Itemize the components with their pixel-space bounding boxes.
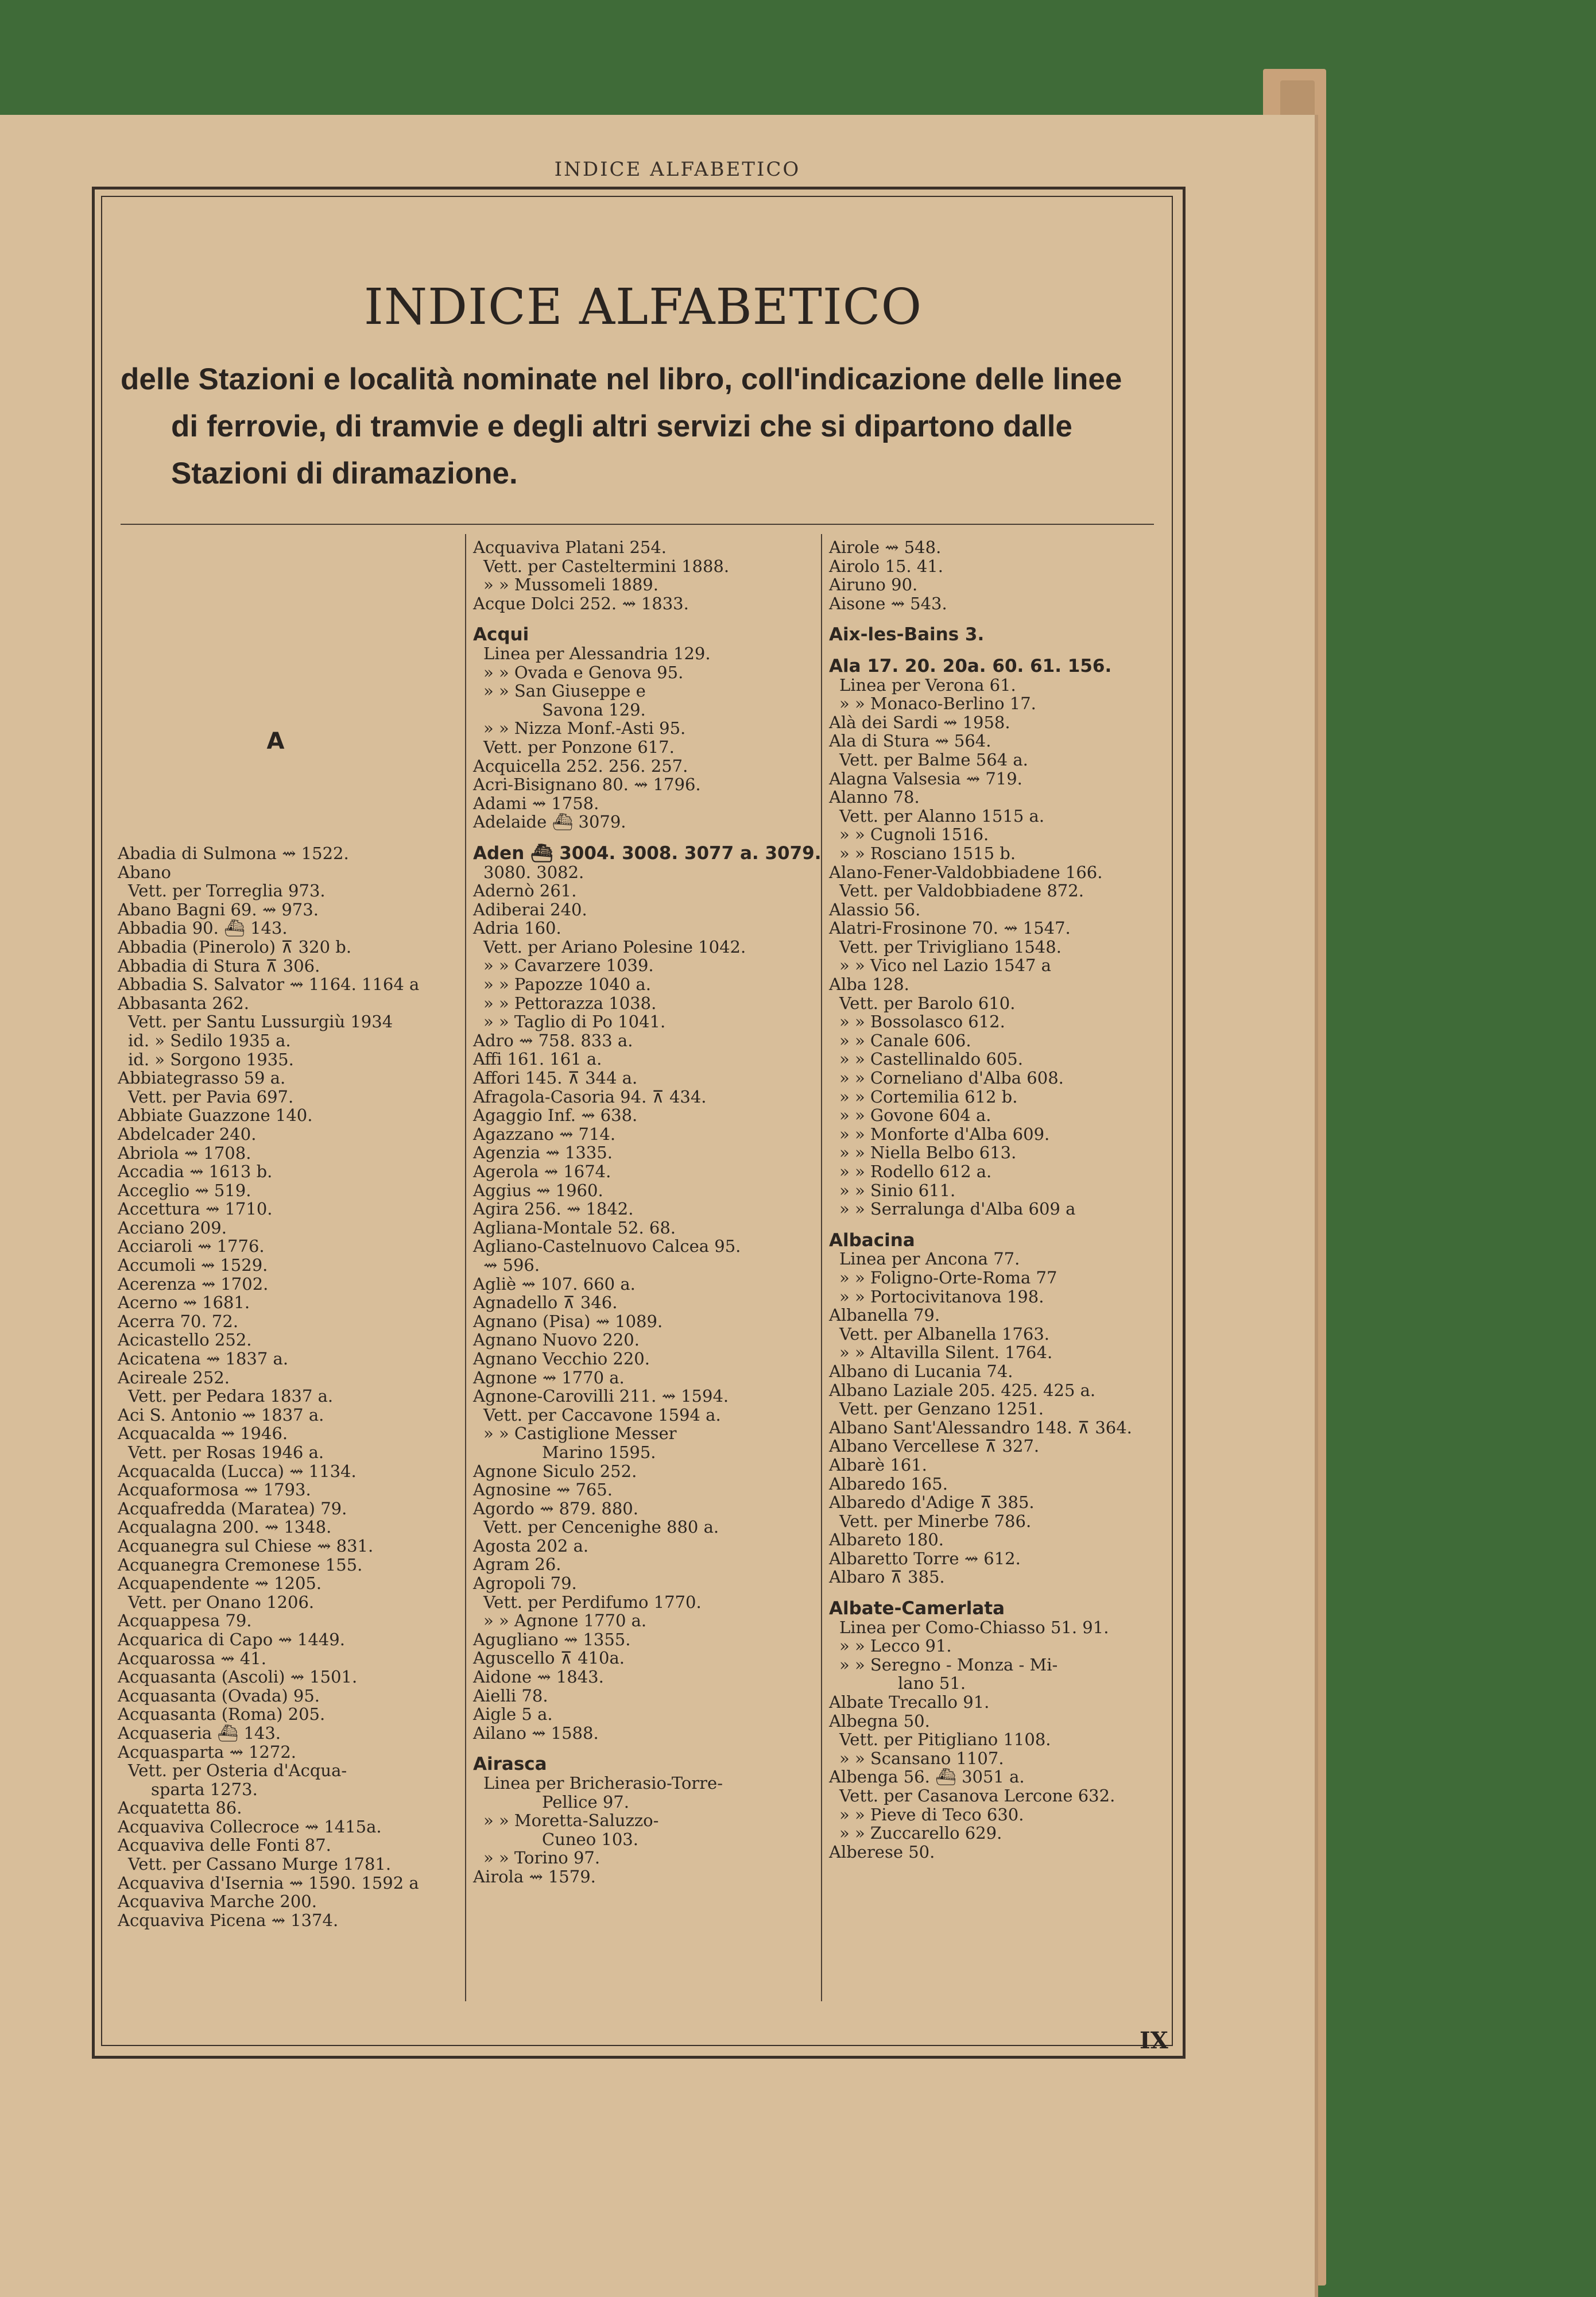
- index-entry: Abbasanta 262.: [118, 993, 249, 1013]
- index-entry: Vett. per Alanno 1515 a.: [839, 806, 1045, 826]
- index-entry: Adernò 261.: [473, 881, 577, 901]
- index-entry: Albegna 50.: [829, 1711, 930, 1731]
- index-entry: » » Pieve di Teco 630.: [839, 1804, 1024, 1824]
- index-entry: Abbiate Guazzone 140.: [118, 1105, 313, 1126]
- section-letter: A: [266, 728, 285, 755]
- index-entry: Albano di Lucania 74.: [829, 1361, 1013, 1381]
- index-entry: Acri-Bisignano 80. ⇝ 1796.: [473, 775, 701, 795]
- index-entry: Vett. per Pavia 697.: [128, 1086, 294, 1107]
- index-entry: Affori 145. ⊼ 344 a.: [473, 1068, 638, 1088]
- index-entry: Vett. per Onano 1206.: [128, 1592, 315, 1612]
- index-column-3: [829, 538, 1173, 1861]
- entry-gap: [473, 613, 823, 625]
- junction-heading: Acqui: [473, 624, 529, 645]
- index-entry: Albaredo d'Adige ⊼ 385.: [829, 1492, 1035, 1513]
- index-entry: Vett. per Osteria d'Acqua-: [128, 1761, 347, 1781]
- index-entry: Acquaviva d'Isernia ⇝ 1590. 1592 a: [118, 1873, 419, 1893]
- index-entry: Abano: [118, 862, 171, 882]
- index-entry: Alba 128.: [829, 975, 909, 995]
- index-entry: Vett. per Balme 564 a.: [839, 749, 1028, 769]
- index-entry: Acquasparta ⇝ 1272.: [118, 1742, 297, 1762]
- index-entry: Albaretto Torre ⇝ 612.: [829, 1548, 1021, 1568]
- index-entry: Albaredo 165.: [829, 1474, 948, 1494]
- index-entry: » » Seregno - Monza - Mi-: [839, 1654, 1058, 1675]
- index-entry: Vett. per Perdifumo 1770.: [483, 1592, 702, 1612]
- index-entry: Savona 129.: [542, 699, 646, 720]
- index-entry: Albano Sant'Alessandro 148. ⊼ 364.: [829, 1417, 1132, 1437]
- junction-heading: Airasca: [473, 1754, 547, 1775]
- index-entry: Agnosine ⇝ 765.: [473, 1480, 613, 1500]
- index-entry: Vett. per Ariano Polesine 1042.: [483, 937, 746, 957]
- index-entry: Agazzano ⇝ 714.: [473, 1124, 616, 1144]
- subtitle-line: Stazioni di diramazione.: [171, 457, 518, 490]
- index-entry: » » Pettorazza 1038.: [483, 993, 657, 1013]
- index-entry: Abbiategrasso 59 a.: [118, 1068, 286, 1088]
- column-divider: [465, 534, 466, 2001]
- index-entry: id. » Sedilo 1935 a.: [128, 1030, 291, 1050]
- index-entry: Agram 26.: [473, 1554, 561, 1575]
- index-entry: Adiberai 240.: [473, 899, 587, 919]
- index-entry: Acquicella 252. 256. 257.: [473, 756, 688, 776]
- index-entry: Alano-Fener-Valdobbiadene 166.: [829, 862, 1103, 882]
- index-entry: Afragola-Casoria 94. ⊼ 434.: [473, 1086, 707, 1107]
- index-entry: Acquaviva Marche 200.: [118, 1892, 317, 1912]
- index-entry: Acquaviva Picena ⇝ 1374.: [118, 1910, 339, 1930]
- entry-gap: [473, 1742, 823, 1755]
- index-entry: » » Taglio di Po 1041.: [483, 1012, 666, 1032]
- index-entry: » » Portocivitanova 198.: [839, 1286, 1044, 1306]
- index-entry: Alberese 50.: [829, 1842, 935, 1862]
- index-entry: Vett. per Trivigliano 1548.: [839, 937, 1062, 957]
- index-entry: Alà dei Sardi ⇝ 1958.: [829, 712, 1010, 732]
- index-entry: Alagna Valsesia ⇝ 719.: [829, 768, 1022, 788]
- entry-gap: [829, 1587, 1173, 1599]
- index-entry: Vett. per Valdobbiadene 872.: [839, 881, 1084, 901]
- index-entry: Albareto 180.: [829, 1530, 944, 1550]
- index-entry: Aggius ⇝ 1960.: [473, 1180, 603, 1200]
- index-entry: Acicastello 252.: [118, 1330, 252, 1350]
- index-entry: Linea per Bricherasio-Torre-: [483, 1773, 723, 1793]
- index-entry: 3080. 3082.: [483, 862, 584, 882]
- index-entry: Acquanegra Cremonese 155.: [118, 1554, 363, 1575]
- index-entry: » » Monaco-Berlino 17.: [839, 694, 1036, 714]
- index-entry: » » Papozze 1040 a.: [483, 975, 651, 995]
- index-entry: Acceglio ⇝ 519.: [118, 1180, 251, 1200]
- index-entry: » » San Giuseppe e: [483, 681, 646, 701]
- index-entry: Vett. per Cencenighe 880 a.: [483, 1517, 719, 1537]
- index-entry: Abbadia S. Salvator ⇝ 1164. 1164 a: [118, 975, 420, 995]
- index-entry: Aielli 78.: [473, 1685, 548, 1706]
- index-entry: Acquaviva Collecroce ⇝ 1415a.: [118, 1816, 382, 1836]
- index-entry: Agaggio Inf. ⇝ 638.: [473, 1105, 638, 1126]
- index-entry: » » Cavarzere 1039.: [483, 956, 654, 976]
- index-entry: Acciano 209.: [118, 1217, 227, 1238]
- index-column-2: [473, 538, 823, 1886]
- index-entry: » » Castellinaldo 605.: [839, 1049, 1023, 1069]
- index-entry: Cuneo 103.: [542, 1829, 638, 1849]
- index-entry: Albarè 161.: [829, 1455, 927, 1475]
- index-entry: » » Corneliano d'Alba 608.: [839, 1068, 1064, 1088]
- index-entry: Accettura ⇝ 1710.: [118, 1199, 273, 1219]
- index-entry: » » Rosciano 1515 b.: [839, 843, 1016, 863]
- subtitle-line: delle Stazioni e località nominate nel libro, coll'indicazione delle linee: [121, 362, 1122, 396]
- index-entry: Acquafredda (Maratea) 79.: [118, 1498, 347, 1518]
- index-entry: Agnone ⇝ 1770 a.: [473, 1367, 625, 1387]
- index-entry: Acquacalda ⇝ 1946.: [118, 1424, 288, 1444]
- index-entry: Pellice 97.: [542, 1792, 629, 1812]
- index-entry: Airole ⇝ 548.: [829, 537, 942, 557]
- index-entry: Acquapendente ⇝ 1205.: [118, 1573, 322, 1594]
- index-entry: Linea per Ancona 77.: [839, 1249, 1020, 1269]
- page-title: INDICE ALFABETICO: [363, 279, 923, 336]
- index-entry: Albanella 79.: [829, 1305, 940, 1325]
- index-entry: Vett. per Santu Lussurgiù 1934: [128, 1012, 393, 1032]
- index-entry: ⇝ 596.: [483, 1255, 540, 1275]
- page-number: IX: [1140, 2027, 1168, 2054]
- index-entry: Acquarica di Capo ⇝ 1449.: [118, 1629, 345, 1649]
- entry-gap: [829, 644, 1173, 657]
- index-entry: Vett. per Barolo 610.: [839, 993, 1016, 1013]
- junction-heading: Albacina: [829, 1229, 915, 1251]
- index-entry: Vett. per Casanova Lercone 632.: [839, 1786, 1115, 1805]
- index-entry: Linea per Verona 61.: [839, 675, 1016, 695]
- subtitle: [121, 356, 1154, 497]
- index-entry: Acquappesa 79.: [118, 1611, 252, 1631]
- index-entry: » » Serralunga d'Alba 609 a: [839, 1199, 1076, 1219]
- index-entry: Acireale 252.: [118, 1367, 230, 1387]
- index-entry: Agnano (Pisa) ⇝ 1089.: [473, 1311, 663, 1331]
- index-entry: » » Moretta-Saluzzo-: [483, 1811, 659, 1831]
- junction-heading: Ala 17. 20. 20a. 60. 61. 156.: [829, 655, 1112, 676]
- index-entry: Affi 161. 161 a.: [473, 1049, 602, 1069]
- index-entry: Acciaroli ⇝ 1776.: [118, 1236, 265, 1256]
- index-entry: » » Cugnoli 1516.: [839, 825, 989, 845]
- junction-heading: Albate-Camerlata: [829, 1598, 1005, 1619]
- index-entry: Acque Dolci 252. ⇝ 1833.: [473, 593, 689, 613]
- index-entry: Abbadia di Stura ⊼ 306.: [118, 956, 320, 976]
- index-entry: Vett. per Pitigliano 1108.: [839, 1730, 1051, 1750]
- index-entry: Acquanegra sul Chiese ⇝ 831.: [118, 1536, 374, 1556]
- index-entry: Linea per Como-Chiasso 51. 91.: [839, 1617, 1109, 1637]
- entry-gap: [473, 832, 823, 844]
- index-entry: » » Canale 606.: [839, 1030, 971, 1050]
- index-entry: Agliè ⇝ 107. 660 a.: [473, 1274, 636, 1294]
- index-entry: Acquatetta 86.: [118, 1798, 242, 1818]
- index-entry: » » Niella Belbo 613.: [839, 1143, 1017, 1163]
- index-entry: Acquaviva Platani 254.: [473, 537, 667, 557]
- entry-gap: [829, 1219, 1173, 1231]
- index-entry: » » Ovada e Genova 95.: [483, 662, 684, 682]
- index-entry: Acquaviva delle Fonti 87.: [118, 1835, 331, 1855]
- index-entry: Alassio 56.: [829, 899, 921, 919]
- index-entry: Agosta 202 a.: [473, 1536, 589, 1556]
- index-entry: » » Castiglione Messer: [483, 1424, 677, 1444]
- index-entry: » » Lecco 91.: [839, 1636, 952, 1656]
- index-entry: Albate Trecallo 91.: [829, 1692, 990, 1712]
- index-entry: » » Cortemilia 612 b.: [839, 1086, 1018, 1107]
- index-entry: » » Scansano 1107.: [839, 1748, 1004, 1768]
- index-entry: » » Vico nel Lazio 1547 a: [839, 956, 1051, 976]
- index-entry: Vett. per Genzano 1251.: [839, 1399, 1044, 1419]
- index-entry: Airola ⇝ 1579.: [473, 1866, 596, 1886]
- index-column-1: [118, 844, 456, 1929]
- index-entry: Adelaide ⛴ 3079.: [473, 812, 626, 832]
- index-entry: Abriola ⇝ 1708.: [118, 1143, 251, 1163]
- index-entry: Agliano-Castelnuovo Calcea 95.: [473, 1236, 741, 1256]
- index-entry: Acquasanta (Ascoli) ⇝ 1501.: [118, 1667, 358, 1687]
- index-entry: » » Foligno-Orte-Roma 77: [839, 1267, 1057, 1287]
- index-entry: Vett. per Cassano Murge 1781.: [128, 1854, 392, 1874]
- entry-gap: [829, 613, 1173, 625]
- junction-heading: Aden ⛴ 3004. 3008. 3077 a. 3079.: [473, 842, 822, 864]
- index-entry: Acerno ⇝ 1681.: [118, 1293, 250, 1313]
- index-entry: Acquarossa ⇝ 41.: [118, 1648, 266, 1668]
- index-entry: Adami ⇝ 1758.: [473, 793, 599, 813]
- index-entry: » » Mussomeli 1889.: [483, 575, 658, 595]
- index-entry: Vett. per Rosas 1946 a.: [128, 1443, 324, 1462]
- index-entry: Abano Bagni 69. ⇝ 973.: [118, 899, 319, 919]
- index-entry: Vett. per Casteltermini 1888.: [483, 556, 730, 576]
- index-entry: Albano Laziale 205. 425. 425 a.: [829, 1380, 1096, 1400]
- index-entry: Agnone Siculo 252.: [473, 1461, 637, 1481]
- index-entry: Accadia ⇝ 1613 b.: [118, 1162, 273, 1182]
- index-entry: » » Agnone 1770 a.: [483, 1611, 647, 1631]
- index-entry: Marino 1595.: [542, 1442, 656, 1462]
- index-entry: Acicatena ⇝ 1837 a.: [118, 1349, 289, 1369]
- index-entry: Vett. per Torreglia 973.: [128, 881, 326, 901]
- index-entry: » » Govone 604 a.: [839, 1105, 991, 1126]
- index-entry: Vett. per Albanella 1763.: [839, 1324, 1049, 1344]
- index-entry: Alatri-Frosinone 70. ⇝ 1547.: [829, 918, 1071, 938]
- index-entry: Acqualagna 200. ⇝ 1348.: [118, 1517, 332, 1537]
- index-entry: Aguscello ⊼ 410a.: [473, 1648, 625, 1668]
- index-entry: » » Rodello 612 a.: [839, 1162, 992, 1181]
- index-entry: Albaro ⊼ 385.: [829, 1567, 945, 1587]
- index-entry: Agugliano ⇝ 1355.: [473, 1629, 631, 1649]
- index-entry: Alanno 78.: [829, 787, 920, 807]
- index-entry: Acquasanta (Roma) 205.: [118, 1704, 326, 1724]
- index-entry: Accumoli ⇝ 1529.: [118, 1255, 268, 1275]
- index-entry: Albano Vercellese ⊼ 327.: [829, 1436, 1040, 1456]
- running-head: INDICE ALFABETICO: [554, 158, 801, 181]
- index-entry: Vett. per Ponzone 617.: [483, 737, 675, 757]
- index-entry: » » Nizza Monf.-Asti 95.: [483, 718, 686, 738]
- index-entry: Acerenza ⇝ 1702.: [118, 1274, 269, 1294]
- index-entry: Acquasanta (Ovada) 95.: [118, 1685, 320, 1706]
- index-entry: Airolo 15. 41.: [829, 556, 943, 576]
- index-entry: Agenzia ⇝ 1335.: [473, 1143, 613, 1163]
- index-entry: Abbadia 90. ⛴ 143.: [118, 918, 288, 938]
- divider: [121, 524, 1154, 525]
- index-entry: Vett. per Pedara 1837 a.: [128, 1386, 334, 1406]
- index-entry: Agnadello ⊼ 346.: [473, 1293, 618, 1313]
- index-entry: Abbadia (Pinerolo) ⊼ 320 b.: [118, 937, 352, 957]
- index-entry: Agropoli 79.: [473, 1573, 577, 1594]
- index-entry: » » Altavilla Silent. 1764.: [839, 1343, 1053, 1363]
- index-entry: Acquacalda (Lucca) ⇝ 1134.: [118, 1461, 357, 1481]
- index-entry: Agnone-Carovilli 211. ⇝ 1594.: [473, 1386, 729, 1406]
- index-entry: Agordo ⇝ 879. 880.: [473, 1498, 638, 1518]
- junction-heading: Aix-les-Bains 3.: [829, 624, 985, 645]
- index-entry: Vett. per Minerbe 786.: [839, 1511, 1032, 1531]
- index-entry: Agnano Nuovo 220.: [473, 1330, 640, 1350]
- index-entry: Albenga 56. ⛴ 3051 a.: [829, 1767, 1025, 1787]
- index-entry: Aidone ⇝ 1843.: [473, 1667, 604, 1687]
- index-entry: Aci S. Antonio ⇝ 1837 a.: [118, 1405, 324, 1425]
- index-entry: Aisone ⇝ 543.: [829, 593, 947, 613]
- index-entry: sparta 1273.: [151, 1779, 258, 1799]
- index-entry: Adro ⇝ 758. 833 a.: [473, 1030, 633, 1050]
- index-entry: » » Monforte d'Alba 609.: [839, 1124, 1050, 1144]
- index-entry: Abadia di Sulmona ⇝ 1522.: [118, 844, 349, 863]
- index-entry: lano 51.: [898, 1673, 966, 1693]
- index-entry: Airuno 90.: [829, 575, 918, 595]
- index-entry: Agerola ⇝ 1674.: [473, 1162, 611, 1181]
- index-entry: id. » Sorgono 1935.: [128, 1049, 294, 1069]
- index-entry: Vett. per Caccavone 1594 a.: [483, 1405, 721, 1425]
- index-entry: Acquaseria ⛴ 143.: [118, 1723, 281, 1743]
- index-entry: Acquaformosa ⇝ 1793.: [118, 1480, 311, 1500]
- index-entry: » » Bossolasco 612.: [839, 1012, 1005, 1032]
- subtitle-line: di ferrovie, di tramvie e degli altri servizi che si dipartono dalle: [171, 409, 1072, 443]
- index-entry: Agnano Vecchio 220.: [473, 1348, 650, 1368]
- index-entry: Acerra 70. 72.: [118, 1311, 239, 1331]
- index-entry: Abdelcader 240.: [118, 1124, 257, 1144]
- index-entry: » » Torino 97.: [483, 1848, 601, 1868]
- index-entry: Adria 160.: [473, 918, 561, 938]
- index-entry: Linea per Alessandria 129.: [483, 643, 711, 663]
- index-entry: Aigle 5 a.: [473, 1704, 553, 1724]
- index-entry: Ala di Stura ⇝ 564.: [829, 731, 991, 751]
- index-entry: Agliana-Montale 52. 68.: [473, 1217, 676, 1238]
- index-entry: » » Sinio 611.: [839, 1180, 956, 1200]
- index-entry: » » Zuccarello 629.: [839, 1823, 1002, 1843]
- index-entry: Ailano ⇝ 1588.: [473, 1723, 599, 1743]
- index-entry: Agira 256. ⇝ 1842.: [473, 1199, 634, 1219]
